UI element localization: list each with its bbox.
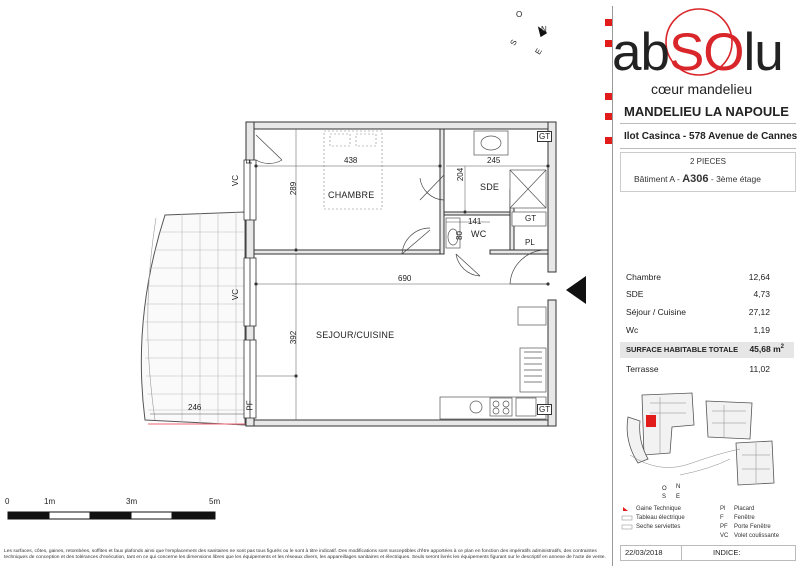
scale-5m: 5m — [209, 497, 221, 506]
legend-pl: Placard — [734, 506, 755, 512]
dim-438: 438 — [344, 156, 358, 165]
logo-highlight: SO — [668, 23, 744, 82]
total-unit-sup: 2 — [780, 344, 784, 351]
address-underline — [620, 148, 796, 149]
date: 22/03/2018 — [625, 548, 663, 557]
code-gt-3: GT — [539, 405, 551, 414]
dim-246: 246 — [188, 403, 202, 412]
legend-vc-code: VC — [720, 533, 729, 539]
code-pf: PF — [245, 400, 255, 411]
surface-row — [620, 323, 794, 337]
surface-row — [620, 270, 794, 284]
legend-pf: Porte Fenêtre — [734, 524, 771, 530]
room-sejour: SEJOUR/CUISINE — [316, 330, 395, 340]
surface-value: 27,12 — [748, 307, 770, 317]
address: Ilot Casinca - 578 Avenue de Cannes — [624, 131, 798, 142]
room-chambre: CHAMBRE — [328, 190, 375, 200]
code-vc-1: VC — [231, 174, 241, 187]
surface-value: 1,19 — [753, 325, 770, 335]
site-minimap — [620, 383, 796, 493]
total-value: 45,68 m — [749, 344, 781, 354]
surface-value: 12,64 — [748, 272, 770, 282]
surface-name: Chambre — [626, 272, 661, 282]
surface-value: 4,73 — [753, 289, 770, 299]
legend-pf-code: PF — [720, 524, 728, 530]
scale-0: 0 — [5, 497, 10, 506]
compass-n: N — [541, 25, 547, 34]
room-wc: WC — [471, 229, 487, 239]
surface-total-value — [749, 344, 784, 354]
minimap-compass-o: O — [662, 486, 667, 492]
scale-bar — [8, 512, 215, 519]
legend-pl-code: Pl — [720, 506, 726, 512]
panel-divider — [612, 6, 613, 566]
code-f: F — [244, 159, 254, 164]
compass-e: E — [533, 46, 544, 57]
room-sde: SDE — [480, 182, 500, 192]
legend-f-code: F — [720, 515, 724, 521]
unit-floor: - 3ème étage — [710, 174, 761, 184]
compass-s: S — [508, 37, 519, 48]
red-square-2 — [605, 40, 612, 47]
surface-total-name: SURFACE HABITABLE TOTALE — [626, 345, 739, 354]
red-square-4 — [605, 113, 612, 120]
surface-total-row — [620, 342, 794, 358]
logo-prefix: ab — [612, 23, 669, 82]
surface-name: SDE — [626, 289, 644, 299]
scale-3m: 3m — [126, 497, 138, 506]
entrance-arrow-icon — [566, 276, 586, 304]
terrasse-value: 11,02 — [749, 364, 770, 374]
dim-141: 141 — [468, 217, 482, 226]
red-square-1 — [605, 19, 612, 26]
legend-vc: Volet coulissante — [734, 533, 780, 539]
unit-type: 2 PIECES — [690, 157, 727, 166]
terrasse-name: Terrasse — [626, 364, 659, 374]
dim-289: 289 — [289, 181, 299, 196]
code-vc-2: VC — [231, 288, 241, 301]
scale-1m: 1m — [44, 497, 56, 506]
terrasse-row — [620, 362, 794, 376]
unit-building — [634, 173, 761, 185]
compass-o: O — [516, 10, 523, 19]
red-square-5 — [605, 137, 612, 144]
date-box — [620, 545, 796, 561]
city-underline — [620, 123, 796, 124]
legend-tableau: Tableau électrique — [636, 515, 685, 521]
legend-gaine: Gaine Technique — [636, 506, 681, 512]
doors — [256, 135, 548, 284]
dim-392: 392 — [289, 330, 299, 345]
legend-seche: Seche serviettes — [636, 524, 681, 530]
disclaimer: Les surfaces, côtes, gaines, retombées, soffites et faux plafonds ainsi que l'emplacement des sanitaires ne sont pas tous figurés ou le sont à titre indicatif. Des modifications sont susceptibles d'être apportées à ce plan en fonction des impératifs administratifs, des contraintes techniques de conception et des tolérances d'exécution, tant en ce qui concerne les dimensions libres que les équipements et les réseaux divers, les appareillages sanitaires et électriques. Seuls seront livrés les équipements figurant sur le descriptif en annexe de l'acte de vente. — [4, 549, 606, 561]
dim-80: 80 — [454, 231, 464, 240]
dim-245: 245 — [487, 156, 501, 165]
logo — [612, 23, 783, 82]
red-square-3 — [605, 93, 612, 100]
code-gt-2: GT — [525, 214, 537, 223]
logo-suffix: lu — [743, 23, 783, 82]
unit-number: A306 — [682, 173, 709, 185]
building-prefix: Bâtiment A - — [634, 174, 680, 184]
surface-row — [620, 305, 794, 319]
terrace — [141, 212, 245, 425]
room-pl: PL — [525, 238, 535, 247]
windows — [244, 160, 256, 418]
logo-subtitle: cœur mandelieu — [651, 81, 753, 97]
legend-f: Fenêtre — [734, 515, 755, 521]
dim-690: 690 — [398, 274, 412, 283]
dim-204: 204 — [456, 167, 466, 182]
surface-row — [620, 287, 794, 301]
code-gt-1: GT — [539, 132, 551, 141]
city-title: MANDELIEU LA NAPOULE — [624, 104, 789, 119]
surface-name: Séjour / Cuisine — [626, 307, 687, 317]
minimap-compass-s: S — [662, 494, 667, 500]
indice: INDICE: — [713, 548, 741, 557]
surface-name: Wc — [626, 325, 639, 335]
minimap-compass-n: N — [676, 484, 681, 490]
date-divider — [681, 546, 682, 560]
minimap-compass-e: E — [676, 494, 681, 500]
